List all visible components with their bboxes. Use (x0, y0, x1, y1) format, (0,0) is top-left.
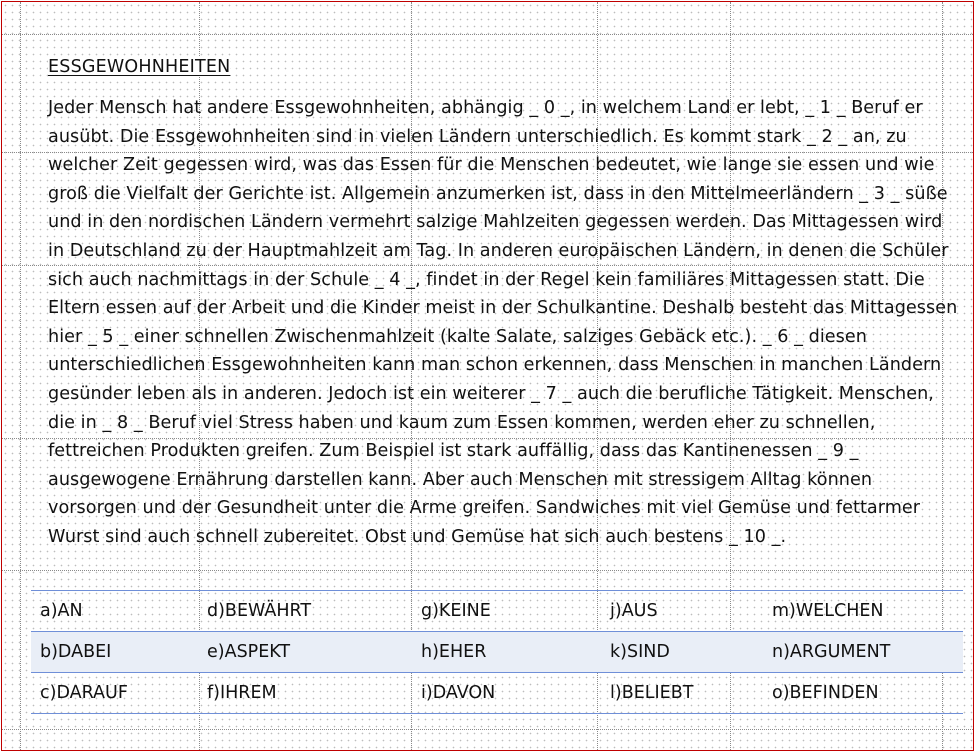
answer-options-table (31, 590, 963, 714)
option-cell: c)DARAUF (40, 683, 128, 703)
text-line: fettreichen Produkten greifen. Zum Beispiel ist stark auffällig, dass das Kantinenessen _ 9 _ (48, 441, 859, 462)
option-cell: l)BELIEBT (610, 683, 694, 703)
option-cell: h)EHER (412, 632, 601, 673)
option-cell: e)ASPEKT (198, 632, 412, 673)
text-line: vorsorgen und der Gesundheit unter die Arme greifen. Sandwiches mit viel Gemüse und fettarmer (48, 498, 921, 519)
text-line: groß die Vielfalt der Gerichte ist. Allgemein anzumerken ist, dass in den Mittelmeerländern _ 3 _ süße (48, 183, 948, 204)
options-row (31, 591, 963, 632)
option-cell: b)DABEI (31, 632, 198, 673)
option-cell: o)BEFINDEN (772, 683, 879, 703)
text-line: hier _ 5 _ einer schnellen Zwischenmahlzeit (kalte Salate, salziges Gebäck etc.). _ 6 _ diesen (48, 326, 867, 347)
option-cell: f)IHREM (207, 683, 277, 703)
option-cell: k)SIND (601, 632, 763, 673)
text-line: und in den nordischen Ländern vermehrt salzige Mahlzeiten gegessen werden. Das Mittagessen wird (48, 212, 943, 233)
text-line: ausübt. Die Essgewohnheiten sind in vielen Ländern unterschiedlich. Es kommt stark _ 2 _ an, zu (48, 126, 907, 147)
cloze-text (48, 94, 958, 552)
text-line: Eltern essen auf der Arbeit und die Kinder meist in der Schulkantine. Deshalb besteht das Mittagessen (48, 298, 958, 319)
text-line: unterschiedlichen Essgewohnheiten kann man schon erkennen, dass Menschen in manchen Ländern (48, 355, 942, 376)
option-cell: g)KEINE (421, 601, 491, 621)
option-cell: a)AN (40, 601, 83, 621)
option-cell: d)BEWÄHRT (207, 601, 312, 621)
text-line: Jeder Mensch hat andere Essgewohnheiten, abhängig _ 0 _, in welchem Land er lebt, _ 1 _ Beruf er (48, 98, 923, 118)
options-row (31, 632, 963, 673)
option-cell: i)DAVON (421, 683, 496, 703)
page-title: ESSGEWOHNHEITEN (48, 57, 231, 77)
option-cell: n)ARGUMENT (763, 632, 963, 673)
text-line: in Deutschland zu der Hauptmahlzeit am Tag. In anderen europäischen Ländern, in denen die Schüler (48, 240, 949, 261)
text-line: sich auch nachmittags in der Schule _ 4 _, findet in der Regel kein familiäres Mittagessen statt. Die (48, 269, 925, 290)
guide-line (2, 729, 973, 730)
text-line: ausgewogene Ernährung darstellen kann. Aber auch Menschen mit stressigem Alltag können (48, 469, 873, 490)
guide-line (2, 34, 973, 35)
text-line: Wurst sind auch schnell zubereitet. Obst und Gemüse hat sich auch bestens _ 10 _. (48, 526, 787, 547)
option-cell: m)WELCHEN (772, 601, 884, 621)
options-row (31, 673, 963, 714)
text-line: gesünder leben als in anderen. Jedoch ist ein weiterer _ 7 _ auch die berufliche Tätigkeit. Menschen, (48, 383, 934, 404)
guide-line (2, 570, 973, 571)
guide-line (20, 2, 21, 750)
text-line: die in _ 8 _ Beruf viel Stress haben und kaum zum Essen kommen, werden eher zu schnellen, (48, 412, 876, 433)
text-line: welcher Zeit gegessen wird, was das Essen für die Menschen bedeutet, wie lange sie essen und wie (48, 155, 935, 176)
option-cell: j)AUS (610, 601, 658, 621)
